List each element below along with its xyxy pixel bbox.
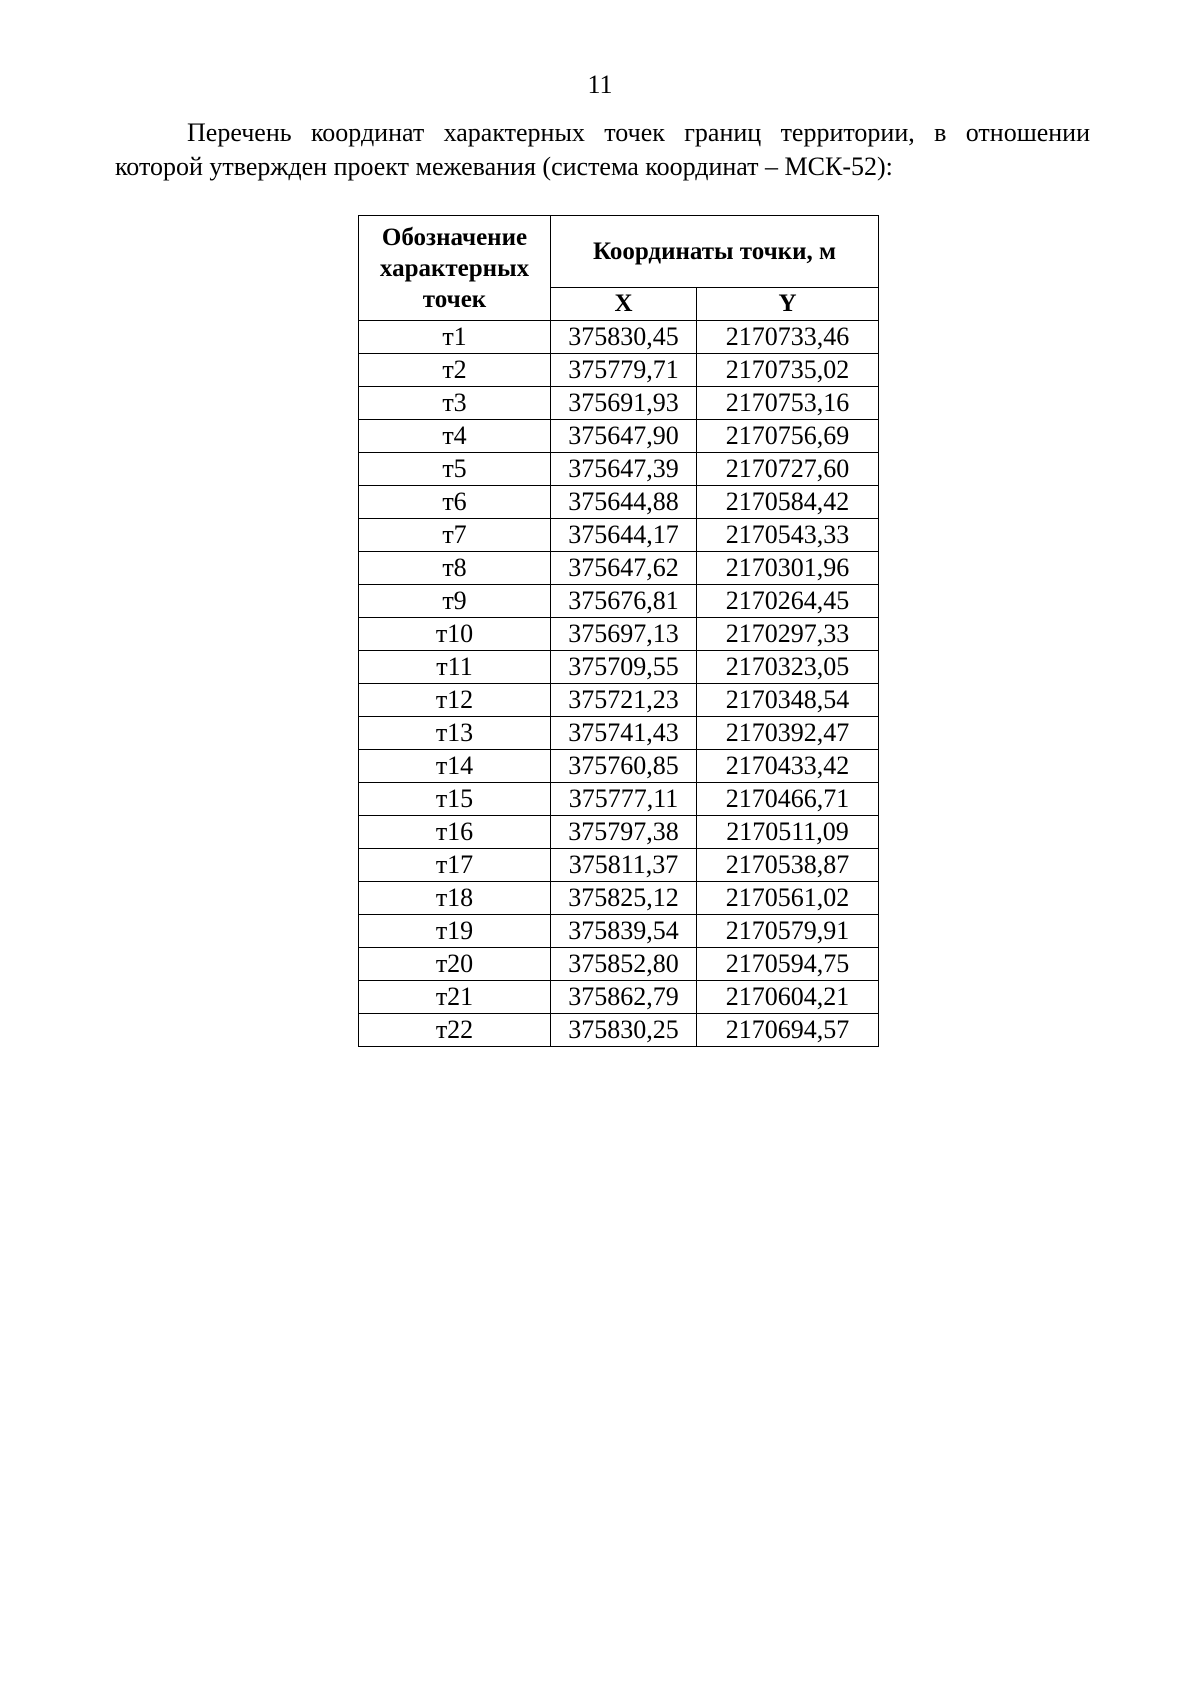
cell-y: 2170594,75 [697,948,879,981]
table-row [359,750,879,783]
header-y: Y [697,288,879,321]
table-row [359,552,879,585]
cell-x: 375811,37 [551,849,697,882]
cell-point: т13 [359,717,551,750]
cell-y: 2170543,33 [697,519,879,552]
cell-point: т3 [359,387,551,420]
cell-x: 375852,80 [551,948,697,981]
cell-y: 2170756,69 [697,420,879,453]
table-row [359,1014,879,1047]
cell-y: 2170348,54 [697,684,879,717]
header-x: X [551,288,697,321]
table-row [359,618,879,651]
cell-point: т19 [359,915,551,948]
cell-y: 2170584,42 [697,486,879,519]
table-row [359,816,879,849]
cell-x: 375741,43 [551,717,697,750]
cell-point: т9 [359,585,551,618]
cell-y: 2170301,96 [697,552,879,585]
cell-x: 375676,81 [551,585,697,618]
cell-point: т10 [359,618,551,651]
cell-point: т2 [359,354,551,387]
cell-x: 375825,12 [551,882,697,915]
cell-y: 2170604,21 [697,981,879,1014]
cell-y: 2170694,57 [697,1014,879,1047]
page-number: 11 [587,70,613,99]
coordinates-table [358,215,879,1047]
cell-point: т15 [359,783,551,816]
cell-point: т1 [359,321,551,354]
cell-y: 2170538,87 [697,849,879,882]
table-row [359,981,879,1014]
cell-x: 375797,38 [551,816,697,849]
cell-x: 375691,93 [551,387,697,420]
cell-y: 2170579,91 [697,915,879,948]
cell-x: 375839,54 [551,915,697,948]
table-row [359,486,879,519]
table-row [359,948,879,981]
cell-y: 2170727,60 [697,453,879,486]
cell-point: т14 [359,750,551,783]
table-row [359,684,879,717]
cell-x: 375830,25 [551,1014,697,1047]
header-coordinates: Координаты точки, м [551,216,879,288]
cell-x: 375721,23 [551,684,697,717]
cell-y: 2170735,02 [697,354,879,387]
table-row [359,420,879,453]
cell-point: т20 [359,948,551,981]
table-row [359,321,879,354]
cell-point: т17 [359,849,551,882]
cell-x: 375862,79 [551,981,697,1014]
table-body [359,321,879,1047]
table-row [359,915,879,948]
cell-point: т21 [359,981,551,1014]
cell-point: т18 [359,882,551,915]
cell-x: 375647,39 [551,453,697,486]
cell-x: 375777,11 [551,783,697,816]
cell-y: 2170466,71 [697,783,879,816]
table-row [359,717,879,750]
table-row [359,882,879,915]
cell-point: т6 [359,486,551,519]
intro-paragraph: Перечень координат характерных точек границ территории, в отношении которой утвержден проект межевания (система координат – МСК-52): [115,118,1090,181]
cell-point: т4 [359,420,551,453]
cell-x: 375830,45 [551,321,697,354]
table-row [359,519,879,552]
cell-y: 2170561,02 [697,882,879,915]
cell-point: т5 [359,453,551,486]
cell-x: 375779,71 [551,354,697,387]
cell-y: 2170392,47 [697,717,879,750]
cell-x: 375647,90 [551,420,697,453]
table-row [359,585,879,618]
header-designation: Обозначение характерных точек [359,216,551,321]
cell-x: 375647,62 [551,552,697,585]
cell-y: 2170297,33 [697,618,879,651]
table-row [359,354,879,387]
cell-x: 375709,55 [551,651,697,684]
table-row [359,651,879,684]
cell-point: т11 [359,651,551,684]
cell-y: 2170733,46 [697,321,879,354]
cell-y: 2170264,45 [697,585,879,618]
cell-point: т8 [359,552,551,585]
cell-x: 375760,85 [551,750,697,783]
table-row [359,783,879,816]
cell-x: 375697,13 [551,618,697,651]
cell-x: 375644,88 [551,486,697,519]
cell-y: 2170433,42 [697,750,879,783]
cell-point: т12 [359,684,551,717]
cell-y: 2170753,16 [697,387,879,420]
cell-point: т7 [359,519,551,552]
cell-x: 375644,17 [551,519,697,552]
cell-y: 2170323,05 [697,651,879,684]
cell-y: 2170511,09 [697,816,879,849]
table-row [359,849,879,882]
cell-point: т16 [359,816,551,849]
table-row [359,453,879,486]
cell-point: т22 [359,1014,551,1047]
table-row [359,387,879,420]
